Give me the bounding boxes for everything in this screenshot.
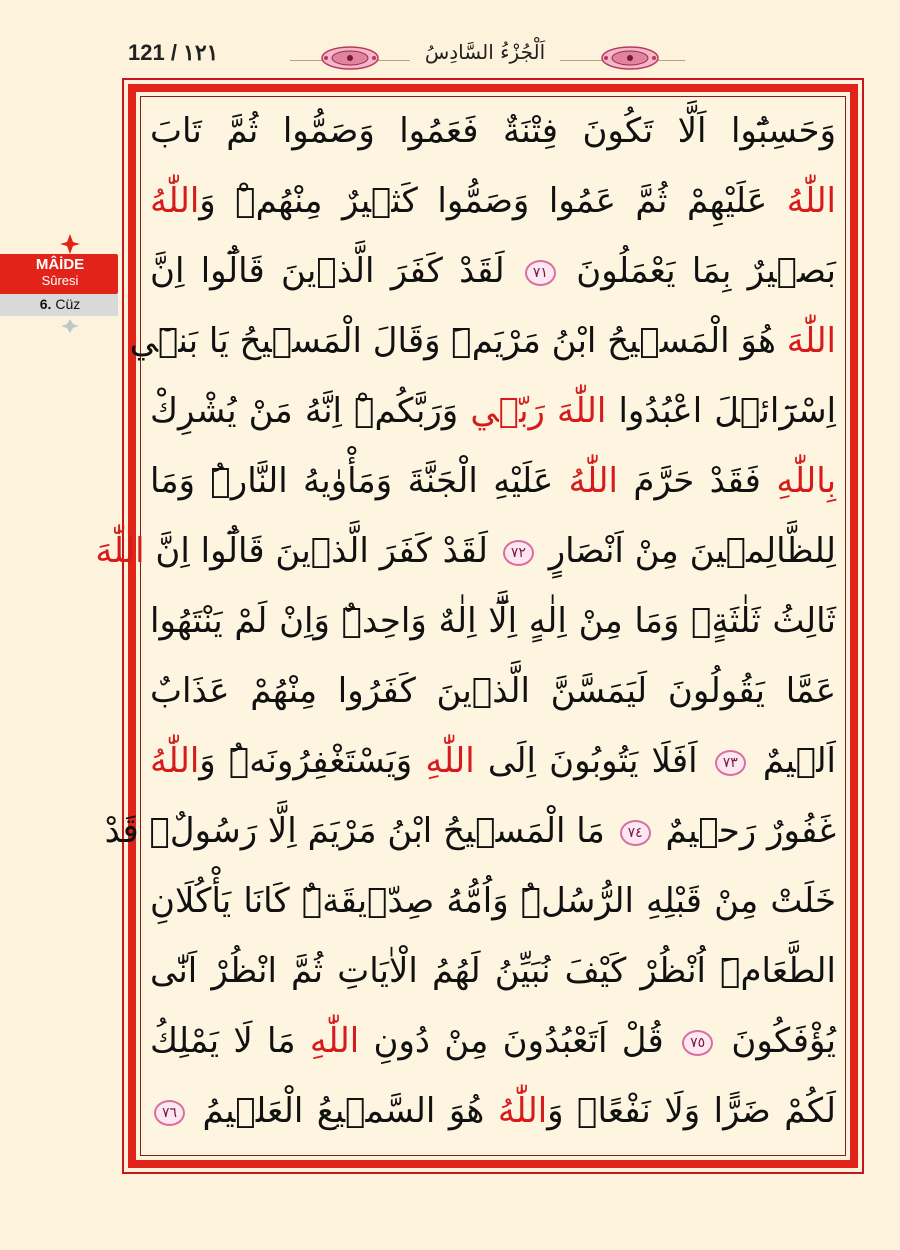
line-text: غَفُورٌ رَح۪يمٌ <box>665 811 836 851</box>
line-text: عَمَّا يَقُولُونَ لَيَمَسَّنَّ الَّذ۪ينَ كَفَرُوا مِنْهُمْ عَذَابٌ <box>150 671 836 711</box>
juz-number: 6. <box>39 296 52 312</box>
line-text: ثَالِثُ ثَلٰثَةٍۢ وَمَا مِنْ اِلٰهٍ اِلَّٓا اِلٰهٌ وَاحِدٌۜ وَاِنْ لَمْ يَنْتَهُوا <box>150 601 836 641</box>
left-ornament-icon <box>318 44 382 72</box>
ayah-marker: ٧٣ <box>715 750 746 776</box>
divine-name: اللّٰهِ <box>425 741 475 781</box>
ayah-marker: ٧٥ <box>682 1030 713 1056</box>
fleur-top-icon <box>58 232 82 256</box>
line-text: اِسْرَٓائ۪لَ اعْبُدُوا <box>618 391 837 431</box>
verse-line-6 <box>150 450 836 512</box>
divine-name: اللّٰهِ <box>309 1021 360 1061</box>
verse-line-10 <box>150 730 836 792</box>
verse-line-15 <box>150 1080 836 1142</box>
verse-line-7 <box>95 520 836 582</box>
line-text: الطَّعَامَۜ اُنْظُرْ كَيْفَ نُبَيِّنُ لَهُمُ الْاٰيَاتِ ثُمَّ انْظُرْ اَنّٰى <box>150 951 836 991</box>
right-ornament-icon <box>598 44 662 72</box>
verse-line-4 <box>129 310 836 372</box>
divine-name: اللّٰهُ <box>497 1091 548 1131</box>
juz-title: اَلْجُزْءُ السَّادِسُ <box>424 40 546 64</box>
verse-line-5 <box>150 380 836 442</box>
juz-word: Cüz <box>55 296 81 312</box>
line-text: اَفَلَا يَتُوبُونَ اِلَى <box>487 741 698 781</box>
line-text: مَا لَا يَمْلِكُ <box>150 1021 296 1061</box>
verse-line-9 <box>150 660 836 722</box>
line-text: عَلَيْهِمْ ثُمَّ عَمُوا وَصَمُّوا كَث۪يرٌ مِنْهُمْۜ وَ <box>199 181 768 221</box>
juz-label <box>10 296 110 312</box>
verse-line-2 <box>150 170 836 232</box>
line-text: قُلْ اَتَعْبُدُونَ مِنْ دُونِ <box>373 1021 664 1061</box>
ayah-marker: ٧٤ <box>620 820 651 846</box>
fleur-bottom-icon <box>60 318 80 334</box>
divine-name: اللّٰهَ رَبّ۪ي <box>470 391 607 431</box>
line-text: وَيَسْتَغْفِرُونَهُۜ وَ <box>199 741 413 781</box>
line-text: وَحَسِبُٓوا اَلَّا تَكُونَ فِتْنَةٌ فَعَمُوا وَصَمُّوا ثُمَّ تَابَ <box>150 111 836 151</box>
verse-line-3 <box>150 240 836 302</box>
verse-line-14 <box>150 1010 836 1072</box>
line-text: يُؤْفَكُونَ <box>731 1021 837 1061</box>
divine-name: اللّٰهَ <box>786 321 836 361</box>
sura-name: MÂİDE <box>35 256 85 273</box>
line-text: لَقَدْ كَفَرَ الَّذ۪ينَ قَالُٓوا اِنَّ <box>155 531 489 571</box>
divine-name: اللّٰهَ <box>95 531 145 571</box>
divine-name: اللّٰهُ <box>568 461 618 501</box>
divine-name: اللّٰهُ <box>786 181 836 221</box>
ayah-marker: ٧٦ <box>154 1100 185 1126</box>
sura-label: Sûresi <box>41 273 79 288</box>
ayah-marker: ٧٢ <box>503 540 534 566</box>
line-text: لِلظَّالِم۪ينَ مِنْ اَنْصَارٍ <box>548 531 836 571</box>
line-text: لَكُمْ ضَرًّا وَلَا نَفْعًاۜ وَ <box>547 1091 837 1131</box>
sura-side-tab <box>0 232 120 332</box>
verse-line-11 <box>104 800 836 862</box>
divine-name: اللّٰهُ <box>150 741 200 781</box>
ayah-marker: ٧١ <box>525 260 556 286</box>
line-text: خَلَتْ مِنْ قَبْلِهِ الرُّسُلُۜ وَاُمُّهُ صِدّ۪يقَةٌۜ كَانَا يَأْكُلَانِ <box>150 881 836 921</box>
line-text: وَرَبَّكُمْۜ اِنَّهُ مَنْ يُشْرِكْ <box>150 391 459 431</box>
verse-line-1 <box>150 100 836 162</box>
line-text: لَقَدْ كَفَرَ الَّذ۪ينَ قَالُٓوا اِنَّ <box>150 251 505 291</box>
line-text: فَقَدْ حَرَّمَ <box>633 461 761 501</box>
verse-line-12 <box>150 870 836 932</box>
page-number: 121 / ١٢١ <box>128 40 219 65</box>
divine-name: بِاللّٰهِ <box>776 461 837 501</box>
verse-line-13 <box>150 940 836 1002</box>
divine-name: اللّٰهُ <box>150 181 200 221</box>
line-text: هُوَ الْمَس۪يحُ ابْنُ مَرْيَمَۜ وَقَالَ الْمَس۪يحُ يَا بَن۪ٓي <box>129 321 776 361</box>
line-text: اَل۪يمٌ <box>762 741 837 781</box>
verse-line-8 <box>150 590 836 652</box>
line-text: عَلَيْهِ الْجَنَّةَ وَمَأْوٰيهُ النَّارُۜ وَمَا <box>150 461 554 501</box>
line-text: بَص۪يرٌ بِمَا يَعْمَلُونَ <box>576 251 836 291</box>
line-text: هُوَ السَّم۪يعُ الْعَل۪يمُ <box>202 1091 485 1131</box>
line-text: مَا الْمَس۪يحُ ابْنُ مَرْيَمَ اِلَّا رَسُولٌۚ قَدْ <box>104 811 605 851</box>
